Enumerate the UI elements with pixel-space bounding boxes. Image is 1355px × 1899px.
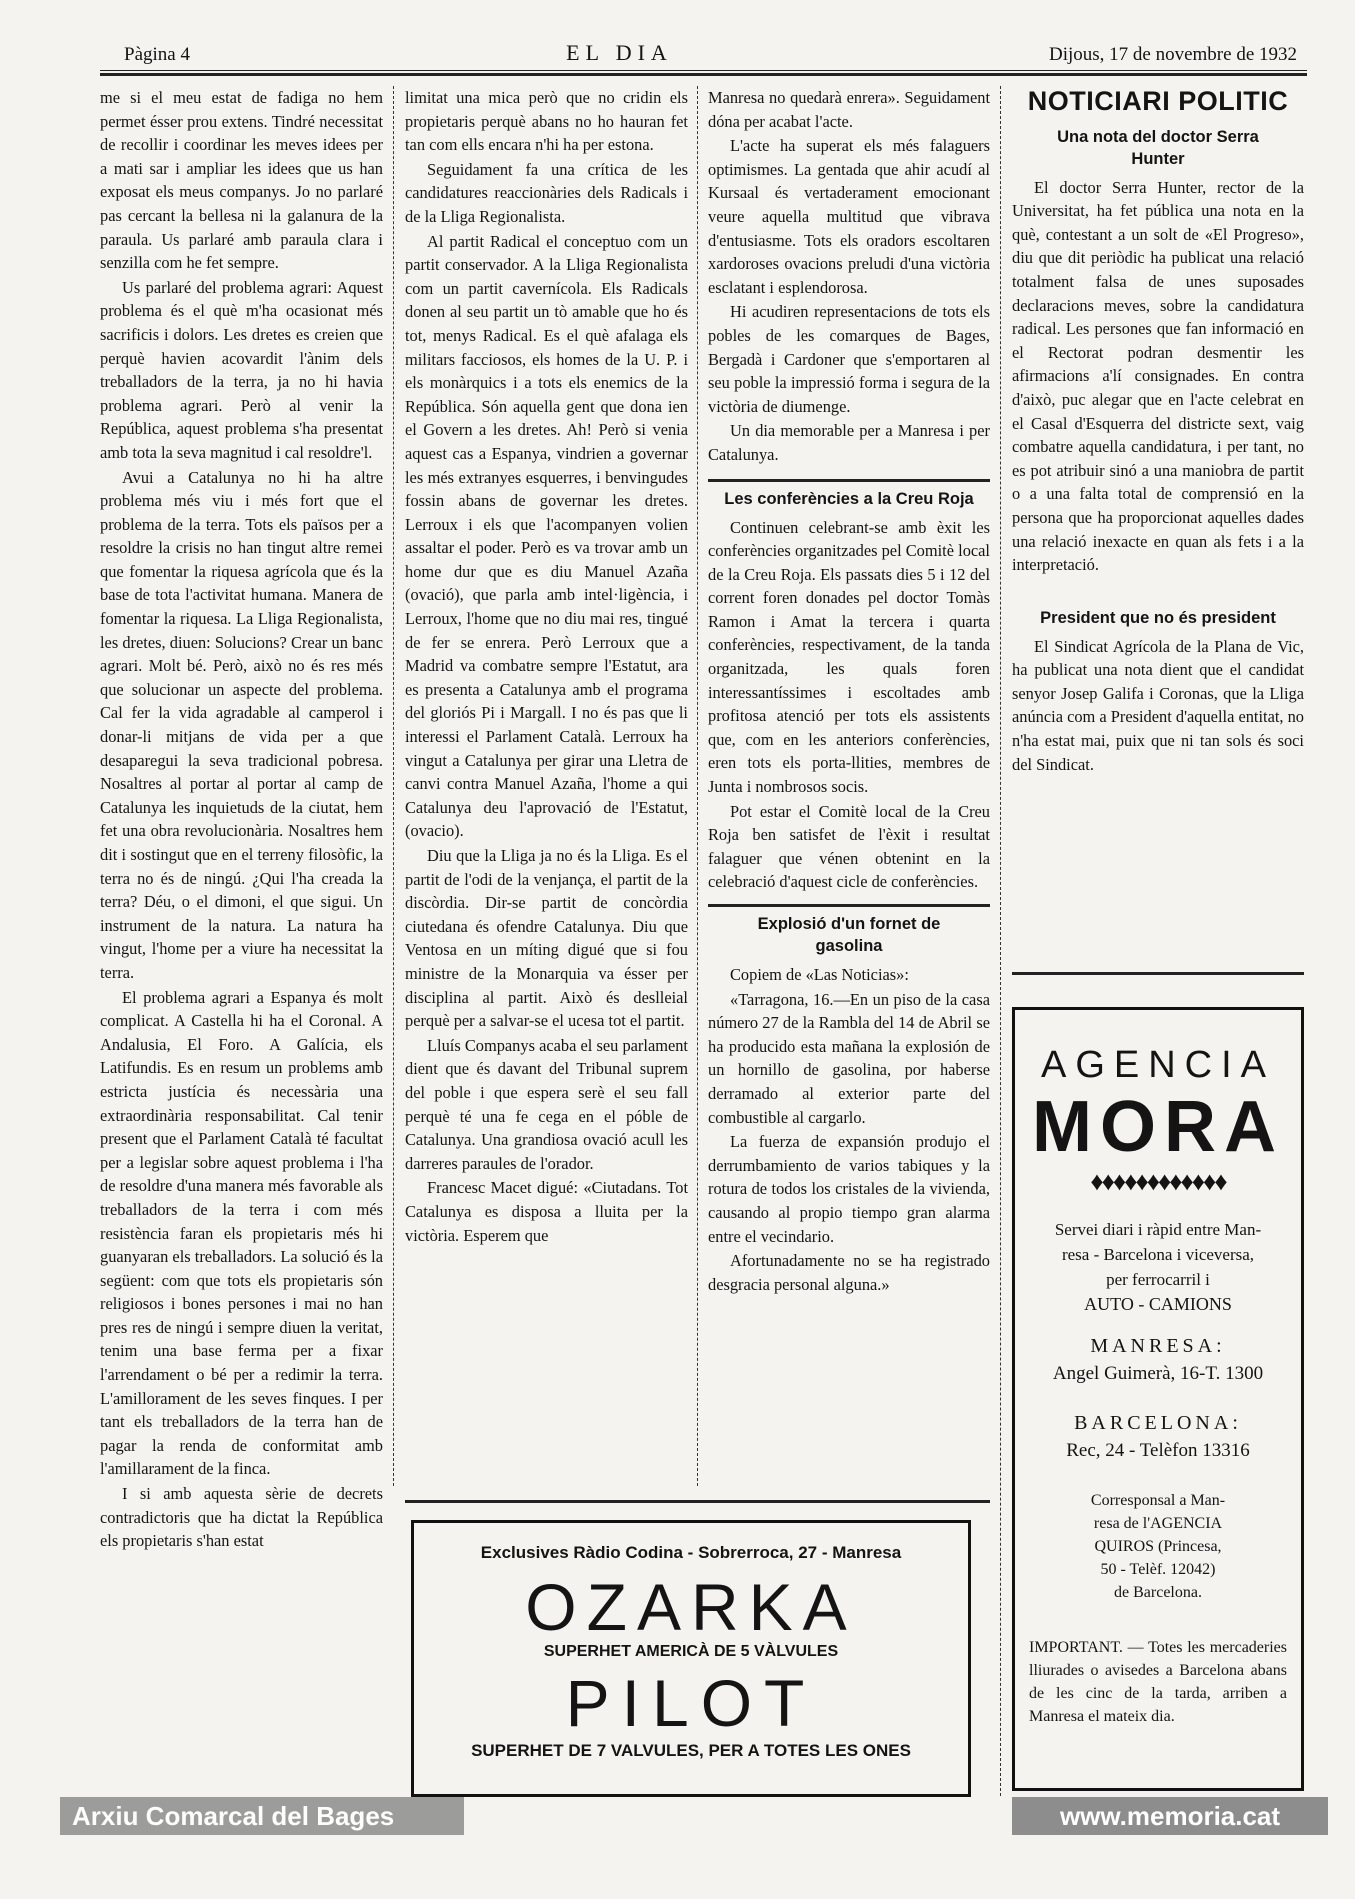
ad-brand: MORA: [1032, 1087, 1284, 1167]
archive-watermark: Arxiu Comarcal del Bages: [60, 1797, 464, 1835]
paragraph: I si amb aquesta sèrie de decrets contradictoris que ha dictat la República els propietaris s'han estat: [100, 1484, 383, 1551]
section-heading: Les conferències a la Creu Roja: [724, 489, 974, 508]
ad-heading: AGENCIA: [1040, 1044, 1276, 1086]
ad-service-line: Servei diari i ràpid entre Man-: [1054, 1220, 1262, 1239]
section-rule: [708, 479, 990, 482]
column-divider: [697, 86, 698, 1486]
newspaper-title: EL DIA: [566, 40, 673, 65]
ad-service-line: resa - Barcelona i viceversa,: [1061, 1245, 1255, 1264]
ad-corresponsal-line: 50 - Telèf. 12042): [1100, 1561, 1216, 1578]
paragraph: Copiem de «Las Noticias»:: [730, 965, 909, 984]
paragraph: Seguidament fa una crítica de les candidatures reaccionàries dels Radicals i de la Lliga Regionalista.: [405, 159, 688, 226]
paragraph: «Tarragona, 16.—En un piso de la casa número 27 de la Rambla del 14 de Abril se ha producido esta mañana la explosión de un hornillo de gasolina, por haberse derramado al exterior parte del combustible al cargarlo.: [708, 989, 990, 1127]
paragraph: Hi acudiren representacions de tots els pobles de les comarques de Bages, Bergadà i Cardoner que s'emportaren al seu poble la impressió forma i segura de la victòria de diumenge.: [708, 302, 990, 416]
paragraph: Pot estar el Comitè local de la Creu Roja ben satisfet de l'èxit i resultat falaguer que vénen obtenint en la celebració d'aquest cicle de conferències.: [708, 801, 990, 892]
paragraph: L'acte ha superat els més falaguers optimismes. La gentada que ahir acudí al Kursaal és vertaderament emocionant veure aquella multitud que vibrava d'entusiasme. Tots els oradors escoltaren xardoroses ovacions preludi d'una victòria esclatant i esplendorosa.: [708, 136, 990, 297]
ad-notice: IMPORTANT. — Totes les mercaderies lliurades o avisedes a Barcelona abans de les cinc de la tarda, arriben a Manresa el mateix dia.: [1029, 1639, 1287, 1725]
paragraph: Manresa no quedarà enrera». Seguidament dóna per acabat l'acte.: [708, 88, 990, 131]
ad-city-label: BARCELONA:: [1074, 1412, 1242, 1434]
paragraph: Afortunadamente no se ha registrado desgracia personal alguna.»: [708, 1251, 990, 1294]
section-rule: [708, 904, 990, 907]
column-divider: [1000, 86, 1001, 1796]
ozarka-radio-ad: [411, 1520, 971, 1797]
ad-model-line: SUPERHET DE 7 VALVULES, PER A TOTES LES ONES: [471, 1741, 911, 1760]
ad-retailer: Exclusives Ràdio Codina - Sobrerroca, 27 - Manresa: [480, 1543, 902, 1562]
paragraph: La fuerza de expansión produjo el derrumbamiento de varios tabiques y la rotura de todos los cristales de la vivienda, causando al propio tiempo gran alarma entre el vecindario.: [708, 1132, 990, 1246]
ad-corresponsal-line: QUIROS (Princesa,: [1094, 1538, 1222, 1555]
paragraph: Avui a Catalunya no hi ha altre problema més viu i més fort que el problema de la terra. Tots els països per a resoldre la crisis no han tingut altre remei que fomentar la riquesa agrícola que és la base de tota l'activitat humana. Manera de fomentar la riquesa. La Lliga Regionalista, les dretes, diuen: Solucions? Crear un banc agrari. Molt bé. Però, això no és res més que solucionar un aspecte del problema. Cal fer la vida agradable al camperol i donar-li mitjans de vida per a que desaparegui la seva tradicional pobresa. Nosaltres al portar al portar al camp de Catalunya les inquietuds de la ciutat, hem fet una obra revolucionària. Nosaltres hem dit i sostingut que en el terreny filosòfic, la terra no és de ningú. ¿Qui l'ha creada la terra? Déu, o el dimoni, el que sigui. Un instrument de la natura. La natura ha vingut, l'home per a viure ha necessitat la terra.: [100, 467, 383, 982]
ad-model-line: SUPERHET AMERICÀ DE 5 VÀLVULES: [543, 1643, 839, 1660]
ad-brand: OZARKA: [525, 1570, 857, 1644]
column-divider: [393, 86, 394, 1486]
section-heading: Explosió d'un fornet de gasolina: [757, 915, 941, 955]
page-number: Pàgina 4: [124, 44, 190, 65]
page-header: [124, 36, 1297, 66]
paragraph: Lluís Companys acaba el seu parlament dient que és davant del Tribunal suprem del poble i que espera serè el seu fall perquè té una fe cega en el póble de Catalunya. Una grandiosa ovació acull les darreres paraules de l'orador.: [405, 1035, 688, 1173]
ad-corresponsal-line: Corresponsal a Man-: [1090, 1492, 1226, 1509]
ad-address: Angel Guimerà, 16-T. 1300: [1052, 1363, 1264, 1384]
issue-date: Dijous, 17 de novembre de 1932: [1048, 44, 1297, 65]
ad-corresponsal-line: resa de l'AGENCIA: [1093, 1515, 1223, 1532]
column-1: [100, 86, 383, 1554]
paragraph: El doctor Serra Hunter, rector de la Universitat, ha fet pública una nota en la què, contestant a un solt de «El Progreso», diu que dit periòdic ha publicat una relació totalment falsa de unes suposades declaracions meves, sobre la candidatura radical. Les persones que fan informació en el Rectorat podran desmentir les afirmacions a'lí consignades. En contra d'això, puc alegar que en l'acte celebrat en el Casal d'Esquerra del districte sext, vaig combatre aquella candidatura, i per tant, no es pot atribuir sinó a una maniobra de partit o a una falta total de comprensió en la persona que ha proporcionat aquelles dades una relació inexacte en quan als fets i a la interpretació.: [1012, 177, 1304, 575]
section-heading: President que no és president: [1040, 608, 1276, 627]
column-4: [1012, 86, 1304, 777]
section-rule: [405, 1500, 990, 1503]
archive-watermark: www.memoria.cat: [1012, 1797, 1328, 1835]
paragraph: El Sindicat Agrícola de la Plana de Vic, ha publicat una nota dient que el candidat senyor Josep Galifa i Coronas, que la Lliga anúncia com a President d'aquella entitat, no n'ha estat mai, puix que ni tan sols és soci del Sindicat.: [1012, 636, 1304, 774]
paragraph: me si el meu estat de fadiga no hem permet ésser prou extens. Tindré necessitat de recollir i coordinar les meves idees per a mati sar i ampliar les idees que us han exposat els meus companys. Jo no parlaré pas cercant la bellesa ni la galanura de la paraula. Us parlaré amb paraula clara i senzilla com he fet sempre.: [100, 88, 383, 273]
agencia-mora-ad: [1012, 1007, 1304, 1791]
ad-address: Rec, 24 - Telèfon 13316: [1066, 1440, 1250, 1461]
paragraph: El problema agrari a Espanya és molt complicat. A Castella hi ha el Coronal. A Andalusia, El Foro. A Galícia, els Latifundis. Es en resum un problems amb estricta justícia és necessària una extraordinària responsabilitat. Cal tenir present que el Parlament Català té facultat per a legislar sobre aquest problema i l'ha de resoldre d'una manera més favorable als treballadors de la terra i com més resistència faran els propietaris més hi guanyaran els treballadors. La solució és la següent: com que tots els propietaris són religiosos i bones persones i mai no han pres res de ningú i sempre diuen la veritat, tenim una base ferma per a fixar l'arrendament o bé per a redimir la terra. L'amillorament de les seves finques. I per tant els treballadors de la terra han de pagar la renda de conformitat amb l'amillarament de la finca.: [100, 987, 383, 1479]
ad-brand: PILOT: [565, 1666, 817, 1740]
paragraph: Diu que la Lliga ja no és la Lliga. Es el partit de l'odi de la venjança, el partit de la discòrdia. Dir-se partit de concòrdia ciutedana és ofendre Catalunya. Diu que Ventosa en un míting digué que si fou ministre de la Monarquia va ésser per disciplina al partit. Això és deslleial perquè per a salvar-se el ucesa tot el partit.: [405, 846, 688, 1031]
column-2: [405, 86, 688, 1248]
ad-city-label: MANRESA:: [1090, 1335, 1226, 1357]
paragraph: Francesc Macet digué: «Ciutadans. Tot Catalunya es disposa a lluita per la victòria. Esperem que: [405, 1178, 688, 1245]
ad-corresponsal: [1015, 1489, 1301, 1604]
ad-corresponsal-line: de Barcelona.: [1114, 1584, 1202, 1601]
paragraph: Continuen celebrant-se amb èxit les conferències organitzades pel Comitè local de la Creu Roja. Els passats dies 5 i 12 del corrent foren donades pel doctor Tomàs Ramon i Amat la tercera i quarta conferències, respectivament, de la tanda organitzada, les quals foren interessantíssimes i escoltades amb profitosa atenció per tots els assistents que, com en les anteriors conferències, eren tots els porta-llities, membres de Junta i nombrosos socis.: [708, 517, 990, 797]
header-rule: [100, 70, 1307, 76]
section-rule: [1012, 972, 1304, 975]
diamond-ornament-icon: ♦♦♦♦♦♦♦♦♦♦♦♦: [1090, 1167, 1226, 1196]
paragraph: Un dia memorable per a Manresa i per Catalunya.: [708, 421, 990, 464]
paragraph: Al partit Radical el conceptuo com un partit conservador. A la Lliga Regionalista com un partit cavernícola. Els Radicals donen al seu partit un tò amable que ho és tot, menys Radical. Es el què afalaga els militars facciosos, els homes de la U. P. i els monàrquics i a tots els enemics de la República. Són aquella gent que dona ien el Govern a les dretes. Ah! Però si venia aquest cas a Espanya, vindrien a governar les més extranyes esquerres, i benvingudes fossin abans de governar les dretes. Lerroux i els que l'acompanyen volien assaltar el poder. Però es va trovar amb un home dur que es diu Manuel Azaña (ovació), que parla amb intel·ligència, i Lerroux, l'home que no diu mai res, tingué de fer se enrera. Però Lerroux que a Madrid va combatre sempre l'Estatut, ara es presenta a Catalunya amb el programa del gloriós Pi i Margall. I no és pas que li interessi el Parlament Català. Lerroux ha vingut a Catalunya per girar una Lletra de canvi contra Manuel Azaña, l'home a qui Catalunya deu l'aprovació de l'Estatut, (ovacio).: [405, 231, 688, 841]
section-heading: Una nota del doctor Serra Hunter: [1057, 127, 1259, 168]
paragraph: Us parlaré del problema agrari: Aquest problema és el què m'ha ocasionat més sacrificis i dolors. Les dretes es creien que perquè havien acovardit l'ànim dels treballadors de la terra, ja no hi havia problema agrari. Però al venir la República, aquest problema s'ha presentat amb tota la seva magnitud i cal resoldre'l.: [100, 277, 383, 462]
column-3: [708, 86, 990, 1297]
paragraph: limitat una mica però que no cridin els propietaris perquè abans no ho hauran fet tan com ells encara n'hi ha per estona.: [405, 88, 688, 155]
section-title: NOTICIARI POLITIC: [1027, 86, 1289, 116]
ad-service-line: per ferrocarril i: [1106, 1270, 1210, 1289]
ad-service-line: AUTO - CAMIONS: [1084, 1294, 1232, 1314]
